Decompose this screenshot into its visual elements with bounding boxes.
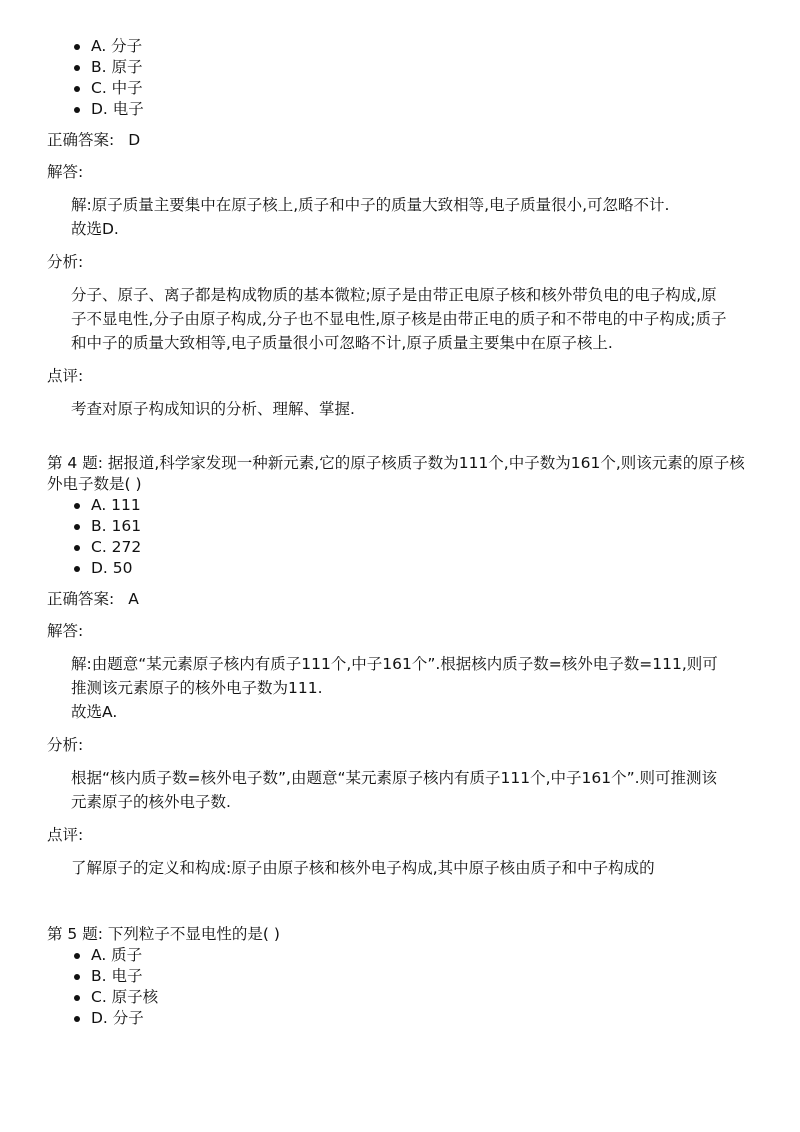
q4-analysis-text: 根据“核内质子数=核外电子数”,由题意“某元素原子核内有质子111个,中子161个”.则可推测该元素原子的核外电子数. <box>71 769 718 811</box>
q4-answer-label: 正确答案: <box>47 590 115 608</box>
q4-analysis-block <box>47 766 731 814</box>
q3-analysis-label: 分析: <box>47 253 84 271</box>
q3-solution-block <box>47 193 731 241</box>
question-4 <box>47 453 756 880</box>
question-3 <box>47 36 756 421</box>
q3-options <box>47 36 756 120</box>
q3-answer-label: 正确答案: <box>47 131 115 149</box>
q3-option-d: D. 电子 <box>73 99 756 120</box>
q4-solution-line-1: 解:由题意“某元素原子核内有质子111个,中子161个”.根据核内质子数=核外电子数=111,则可推测该元素原子的核外电子数为111. <box>71 655 718 697</box>
q4-answer-row <box>47 589 756 610</box>
q3-solution-line-2: 故选D. <box>71 220 119 238</box>
q4-option-a: A. 111 <box>73 495 756 516</box>
q3-solution-label: 解答: <box>47 163 84 181</box>
q4-comment-block <box>47 856 731 880</box>
q4-comment-text: 了解原子的定义和构成:原子由原子核和核外电子构成,其中原子核由质子和中子构成的 <box>71 859 655 877</box>
q4-solution-label: 解答: <box>47 622 84 640</box>
q3-comment-block <box>47 397 731 421</box>
q4-solution-line-2: 故选A. <box>71 703 118 721</box>
q4-question-text: 第 4 题: 据报道,科学家发现一种新元素,它的原子核质子数为111个,中子数为161个,则该元素的原子核外电子数是( ) <box>47 454 745 493</box>
q4-comment-label: 点评: <box>47 826 84 844</box>
q4-analysis-label: 分析: <box>47 736 84 754</box>
q3-option-c: C. 中子 <box>73 78 756 99</box>
q4-option-d: D. 50 <box>73 558 756 579</box>
q4-option-c: C. 272 <box>73 537 756 558</box>
q5-option-d: D. 分子 <box>73 1008 756 1029</box>
q3-comment-text: 考查对原子构成知识的分析、理解、掌握. <box>71 400 355 418</box>
q3-option-b: B. 原子 <box>73 57 756 78</box>
q3-solution-line-1: 解:原子质量主要集中在原子核上,质子和中子的质量大致相等,电子质量很小,可忽略不计. <box>71 196 670 214</box>
q5-option-b: B. 电子 <box>73 966 756 987</box>
q5-question-text: 第 5 题: 下列粒子不显电性的是( ) <box>47 925 280 943</box>
q5-options <box>47 945 756 1029</box>
q3-analysis-block <box>47 283 731 355</box>
q4-options <box>47 495 756 579</box>
q4-option-b: B. 161 <box>73 516 756 537</box>
q4-answer-value: A <box>128 590 139 608</box>
q5-option-a: A. 质子 <box>73 945 756 966</box>
question-5 <box>47 924 756 1029</box>
q3-answer-value: D <box>128 131 141 149</box>
q4-solution-block <box>47 652 731 724</box>
q3-comment-label: 点评: <box>47 367 84 385</box>
q3-option-a: A. 分子 <box>73 36 756 57</box>
q3-analysis-text: 分子、原子、离子都是构成物质的基本微粒;原子是由带正电原子核和核外带负电的电子构成,原子不显电性,分子由原子构成,分子也不显电性,原子核是由带正电的质子和不带电的中子构成;质子和中子的质量大致相等,电子质量很小可忽略不计,原子质量主要集中在原子核上. <box>71 286 727 352</box>
q3-answer-row <box>47 130 756 151</box>
q5-option-c: C. 原子核 <box>73 987 756 1008</box>
